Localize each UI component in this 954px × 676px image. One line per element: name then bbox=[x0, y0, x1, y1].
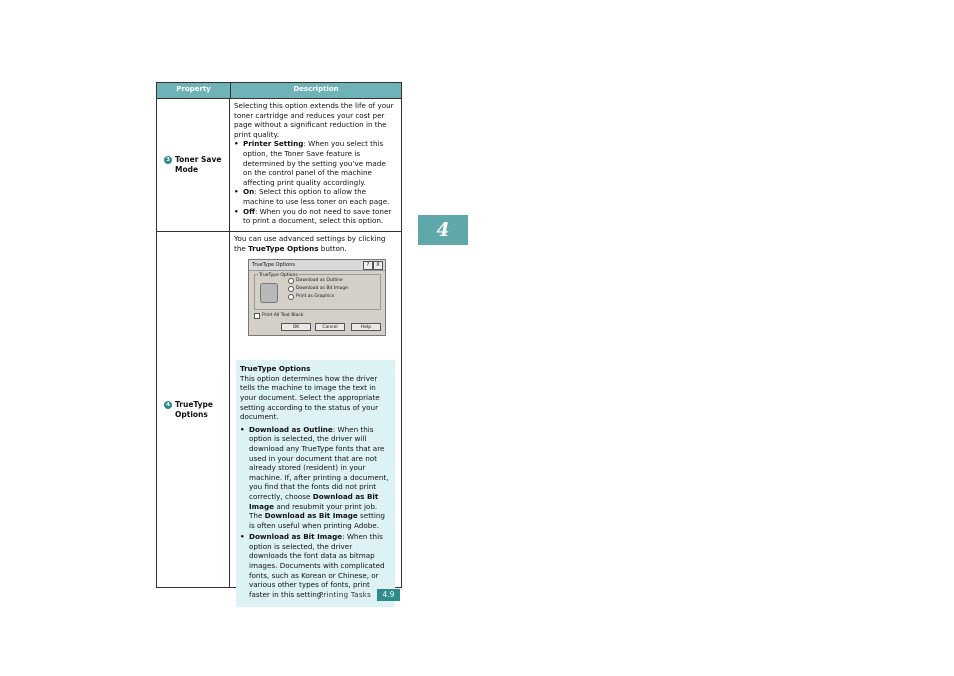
header-property: Property bbox=[157, 83, 231, 98]
header-description: Description bbox=[293, 85, 339, 93]
checkbox-print-black[interactable]: Print All Text Black bbox=[254, 313, 304, 319]
description-intro: You can use advanced settings by clicking the TrueType Options button. bbox=[234, 234, 386, 253]
callout-number-icon: 3 bbox=[164, 156, 172, 164]
dialog-titlebar: TrueType Options ? X bbox=[249, 260, 385, 271]
list-item: • Printer Setting: When you select this option, the Toner Save feature is determined by the setting you've made on the control panel of the machine affecting print quality accordingly. bbox=[234, 139, 397, 187]
note-text: This option determines how the driver tells the machine to image the text in your document. Select the appropriate setting according to the status of your document. bbox=[240, 373, 380, 422]
description-intro: Selecting this option extends the life of your toner cartridge and reduces your cost per page without a significant reduction in the print quality. bbox=[234, 101, 394, 139]
help-button[interactable]: Help bbox=[351, 323, 381, 331]
footer-section: Printing Tasks bbox=[319, 591, 372, 599]
radio-print-graphics[interactable]: Print as Graphics bbox=[288, 294, 334, 300]
callout-number-icon: 4 bbox=[164, 401, 172, 409]
list-item: • Download as Bit Image: When this option is selected, the driver downloads the font data as bitmap images. Documents with complicated fonts, such as Korean or Chinese, or various other types of fonts, print faster in this setting. bbox=[240, 532, 391, 599]
group-label: TrueType Options bbox=[258, 271, 299, 281]
close-icon[interactable]: X bbox=[373, 261, 383, 270]
note-box bbox=[236, 360, 395, 607]
list-item: • Download as Outline: When this option is selected, the driver will download any TrueType fonts that are used in your document that are not already stored (resident) in your machine. If, after printing a document, you find that the fonts did not print correctly, choose Download as Bit Image and resubmit your print job. The Download as Bit Image setting is often useful when printing Adobe. bbox=[240, 425, 391, 531]
note-title: TrueType Options bbox=[240, 364, 311, 374]
description-cell bbox=[230, 99, 401, 231]
page-number: 4.9 bbox=[377, 589, 400, 601]
ok-button[interactable]: OK bbox=[281, 323, 311, 331]
truetype-group bbox=[254, 274, 381, 310]
font-icon bbox=[260, 283, 278, 303]
list-item: • On: Select this option to allow the machine to use less toner on each page. bbox=[234, 187, 397, 206]
table-header bbox=[157, 83, 401, 99]
property-name: TrueType Options bbox=[175, 399, 213, 419]
radio-download-bit-image[interactable]: Download as Bit Image bbox=[288, 286, 348, 292]
truetype-dialog-screenshot bbox=[248, 259, 386, 336]
table-row bbox=[157, 99, 401, 232]
property-cell bbox=[157, 232, 230, 587]
cancel-button[interactable]: Cancel bbox=[315, 323, 345, 331]
help-icon[interactable]: ? bbox=[363, 261, 373, 270]
property-name: Toner Save Mode bbox=[175, 155, 222, 174]
chapter-tab: 4 bbox=[418, 215, 468, 245]
radio-download-outline[interactable]: Download as Outline bbox=[288, 278, 343, 284]
list-item: • Off: When you do not need to save toner to print a document, select this option. bbox=[234, 207, 397, 226]
property-cell bbox=[157, 99, 230, 231]
